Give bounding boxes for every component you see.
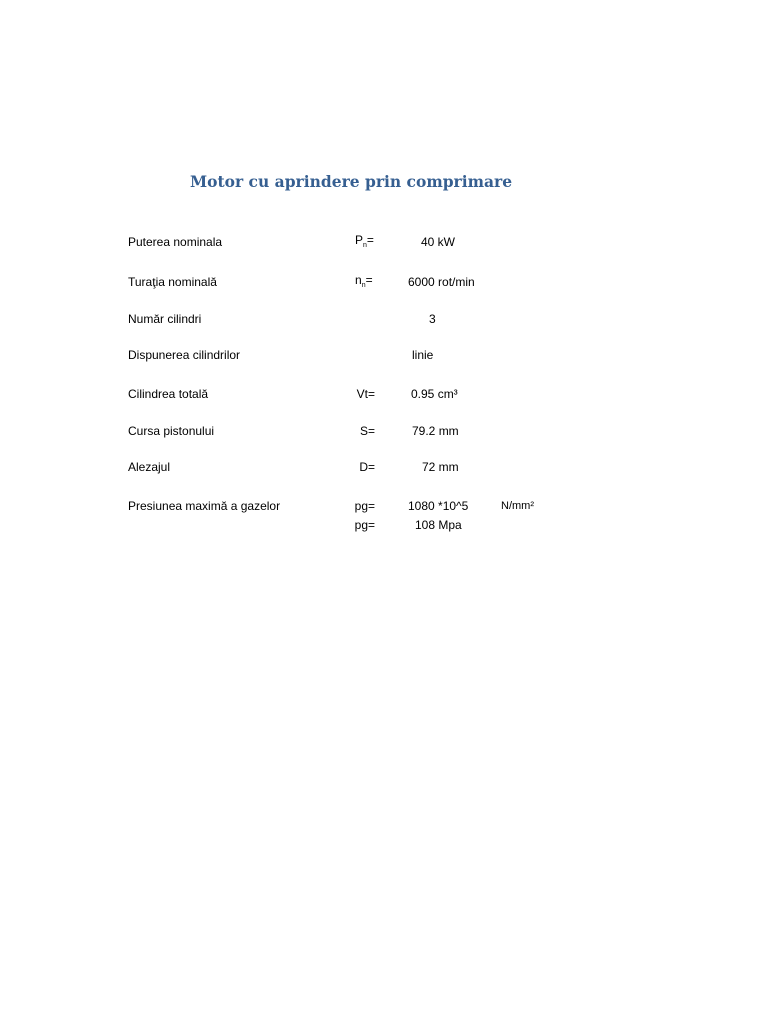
row-label-speed: Turaţia nominală	[128, 275, 217, 289]
row-value-speed: 6000 rot/min	[408, 275, 475, 289]
row-label-bore: Alezajul	[128, 460, 171, 474]
symbol-equals: =	[365, 273, 373, 287]
row-value-pressure: 1080 *10^5	[408, 499, 469, 513]
row-label-arrangement: Dispunerea cilindrilor	[128, 348, 241, 362]
row-value-pressure-mpa: 108 Mpa	[415, 518, 462, 532]
row-value-displacement: 0.95 cm³	[411, 387, 458, 401]
row-label-cylinders: Număr cilindri	[128, 312, 202, 326]
row-value-cylinders: 3	[429, 312, 436, 326]
row-symbol-power	[355, 233, 374, 250]
symbol-main: P	[355, 233, 364, 247]
symbol-equals: =	[366, 233, 374, 247]
row-label-displacement: Cilindrea totală	[128, 387, 209, 401]
row-symbol-bore: D=	[359, 460, 375, 474]
row-symbol-pressure: pg=	[354, 499, 375, 513]
row-value-arrangement: linie	[412, 348, 434, 362]
symbol-subscript: n	[361, 282, 366, 289]
row-value-power: 40 kW	[421, 235, 456, 249]
row-symbol-stroke: S=	[359, 424, 375, 438]
row-symbol-displacement: Vt=	[356, 387, 375, 401]
symbol-subscript: n	[363, 242, 367, 249]
symbol-main: n	[355, 273, 362, 287]
page-title: Motor cu aprindere prin comprimare	[190, 172, 513, 191]
row-symbol-pressure-mpa: pg=	[354, 518, 375, 532]
row-value-stroke: 79.2 mm	[412, 424, 459, 438]
row-label-stroke: Cursa pistonului	[128, 424, 215, 438]
row-label-pressure: Presiunea maximă a gazelor	[128, 499, 281, 513]
row-symbol-speed	[355, 273, 373, 290]
row-value-bore: 72 mm	[422, 460, 459, 474]
row-label-power: Puterea nominala	[128, 235, 223, 249]
row-unit-pressure: N/mm²	[501, 500, 534, 512]
